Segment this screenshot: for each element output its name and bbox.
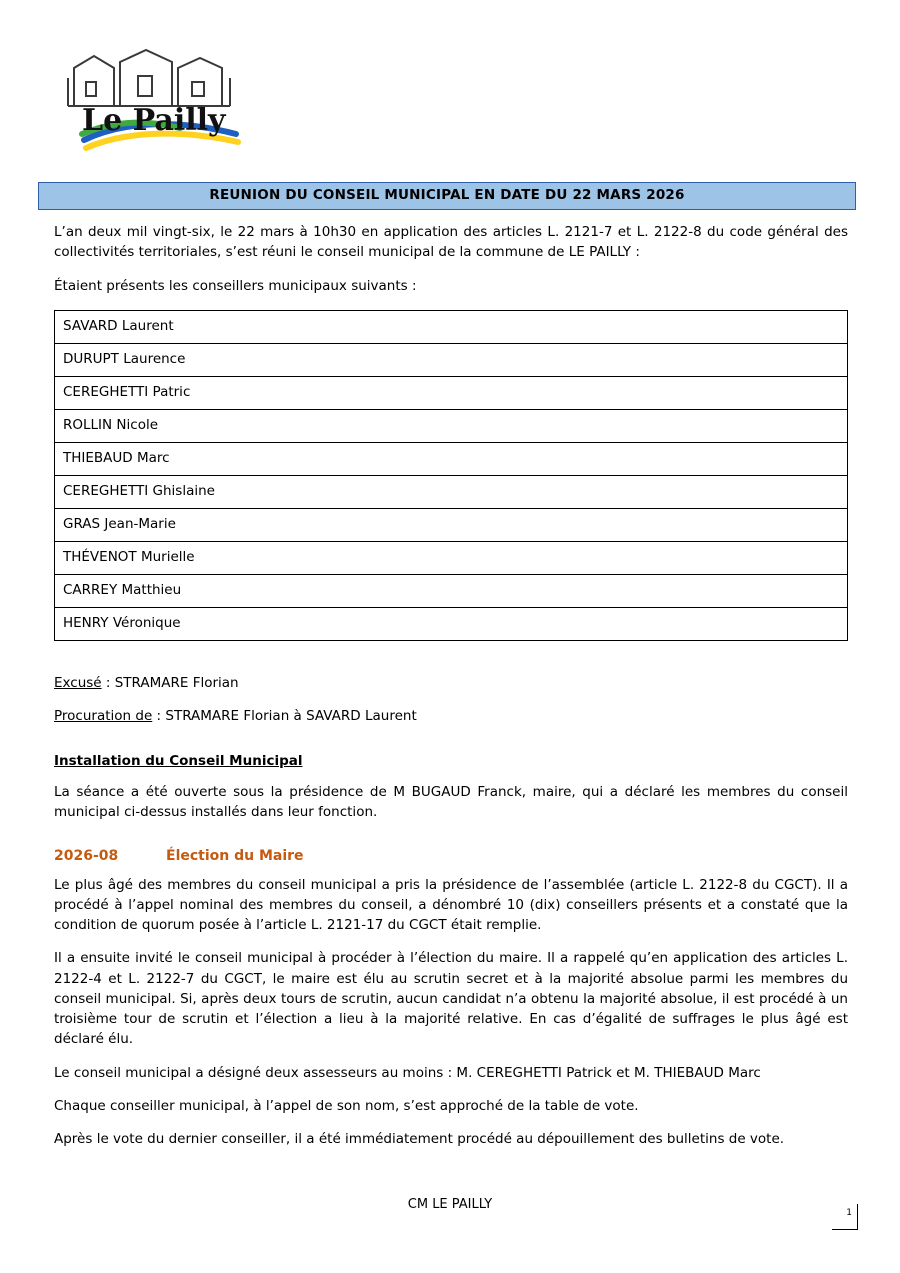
table-row [55,541,848,574]
table-row [55,343,848,376]
article-title: Élection du Maire [166,848,304,865]
table-row [55,376,848,409]
logo-wordmark: Le Pailly [82,103,226,138]
member-name: ROLLIN Nicole [55,409,848,442]
table-row [55,607,848,640]
member-name: SAVARD Laurent [55,310,848,343]
document-body [54,222,848,1162]
member-name: THÉVENOT Murielle [55,541,848,574]
logo-artwork [60,48,260,158]
excused-label: Excusé [54,674,102,691]
intro-paragraph-2: Étaient présents les conseillers municipaux suivants : [54,277,417,294]
proxy-value: : STRAMARE Florian à SAVARD Laurent [152,708,417,724]
member-name: HENRY Véronique [55,607,848,640]
member-name: CEREGHETTI Patric [55,376,848,409]
table-row [55,508,848,541]
member-name: CARREY Matthieu [55,574,848,607]
article-paragraph-4: Chaque conseiller municipal, à l’appel de son nom, s’est approché de la table de vote. [54,1097,639,1114]
member-name: DURUPT Laurence [55,343,848,376]
member-name: THIEBAUD Marc [55,442,848,475]
table-row [55,574,848,607]
page-number: 1 [846,1208,852,1218]
table-row [55,475,848,508]
page-number-box [832,1204,858,1230]
members-table [54,310,848,641]
installation-heading: Installation du Conseil Municipal [54,753,303,770]
article-paragraph-3: Le conseil municipal a désigné deux assesseurs au moins : M. CEREGHETTI Patrick et M. THIEBAUD Marc [54,1064,761,1081]
article-paragraph-1: Le plus âgé des membres du conseil municipal a pris la présidence de l’assemblée (article L. 2122-8 du CGCT). Il a procédé à l’appel nominal des membres du conseil, a dénombré 10 (dix) conseillers présents et a constaté que la condition de quorum posée à l’article L. 2121-17 du CGCT était remplie. [54,876,848,934]
member-name: GRAS Jean-Marie [55,508,848,541]
article-paragraph-2: Il a ensuite invité le conseil municipal à procéder à l’élection du maire. Il a rappelé qu’en application des articles L. 2122-4 et L. 2122-7 du CGCT, le maire est élu au scrutin secret et à la majorité absolue parmi les membres du conseil municipal. Si, après deux tours de scrutin, aucun candidat n’a obtenu la majorité absolue, il est procédé à un troisième tour de scrutin et l’élection a lieu à la majorité relative. En cas d’égalité de suffrages le plus âgé est déclaré élu. [54,950,848,1048]
commune-logo [60,48,260,158]
footer-text: CM LE PAILLY [407,1197,493,1212]
document-title-banner [38,182,856,210]
article-paragraph-5: Après le vote du dernier conseiller, il a été immédiatement procédé au dépouillement des bulletins de vote. [54,1131,785,1148]
member-name: CEREGHETTI Ghislaine [55,475,848,508]
proxy-label: Procuration de [54,708,153,724]
excused-line [54,673,848,693]
table-row [55,310,848,343]
installation-paragraph: La séance a été ouverte sous la présidence de M BUGAUD Franck, maire, qui a déclaré les membres du conseil municipal ci-dessus installés dans leur fonction. [54,783,848,821]
article-heading [54,846,848,866]
table-row [55,442,848,475]
intro-paragraph-1: L’an deux mil vingt-six, le 22 mars à 10h30 en application des articles L. 2121-7 et L. 2122-8 du code général des collectivités territoriales, s’est réuni le conseil municipal de la commune de LE PAILLY : [54,224,848,261]
document-title: REUNION DU CONSEIL MUNICIPAL EN DATE DU 22 MARS 2026 [209,187,685,204]
proxy-line [54,706,848,726]
table-row [55,409,848,442]
excused-value: : STRAMARE Florian [101,674,239,691]
article-number: 2026-08 [54,848,119,865]
